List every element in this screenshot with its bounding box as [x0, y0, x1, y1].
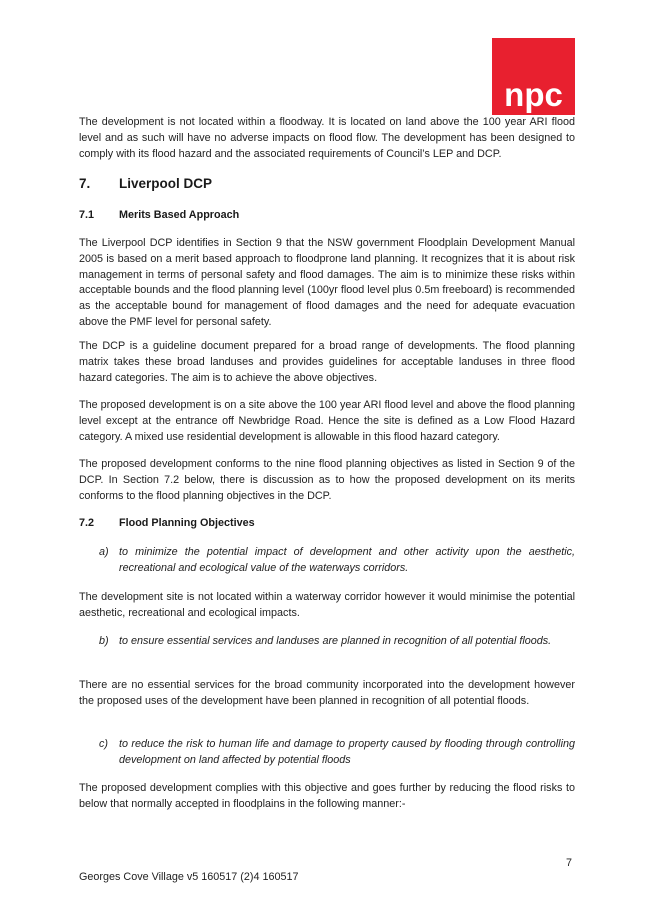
objective-c: [99, 737, 575, 769]
npc-logo: [492, 38, 575, 115]
response-b: [79, 678, 575, 710]
objective-text: to ensure essential services and landuses are planned in recognition of all potential floods.: [119, 635, 552, 647]
section-7-2-title: Flood Planning Objectives: [119, 517, 255, 529]
section-7-heading: [79, 176, 212, 191]
objective-label: c): [99, 738, 108, 750]
section-7-title: Liverpool DCP: [119, 176, 213, 191]
objective-text: to minimize the potential impact of development and other activity upon the aesthetic, recreational and ecological value of the waterways corridors.: [119, 546, 575, 574]
paragraph-text: The Liverpool DCP identifies in Section 9 that the NSW government Floodplain Development Manual 2005 is based on a merit based approach to floodprone land planning. It recognizes that it is about risk management in terms of personal safety and flood damages. The aim is to minimize these risks within acceptable bounds and the flood planning level (100yr flood level plus 0.5m freeboard) is recommended as the acceptable bound for management of flood damages and the need for adequate evacuation above the PMF level for personal safety.: [79, 237, 575, 328]
footer-text: Georges Cove Village v5 160517 (2)4 160517: [79, 871, 299, 883]
paragraph-text: There are no essential services for the broad community incorporated into the development however the proposed uses of the development have been planned in recognition of all potential floods.: [79, 679, 575, 707]
objective-label: b): [99, 635, 109, 647]
logo-text: npc: [504, 76, 563, 113]
section-7-1-title: Merits Based Approach: [119, 209, 240, 221]
section-7-1-paragraph-1: [79, 236, 575, 331]
intro-paragraph: [79, 115, 575, 162]
section-7-number: 7.: [79, 176, 91, 191]
page-number: 7: [566, 857, 573, 869]
response-a: [79, 590, 575, 622]
paragraph-text: The development site is not located within a waterway corridor however it would minimise the potential aesthetic, recreational and ecological impacts.: [79, 591, 575, 619]
section-7-1-paragraph-3: [79, 398, 575, 445]
paragraph-text: The DCP is a guideline document prepared for a broad range of developments. The flood planning matrix takes these broad landuses and provides guidelines for acceptable landuses in three flood hazard categories. The aim is to achieve the above objectives.: [79, 340, 575, 384]
intro-text: The development is not located within a floodway. It is located on land above the 100 year ARI flood level and as such will have no adverse impacts on flood flow. The development has been designed to comply with its flood hazard and the associated requirements of Council’s LEP and DCP.: [79, 116, 575, 160]
paragraph-text: The proposed development is on a site above the 100 year ARI flood level and above the flood planning level except at the entrance off Newbridge Road. Hence the site is defined as a Low Flood Hazard category. A mixed use residential development is allowable in this flood hazard category.: [79, 399, 575, 443]
response-c: [79, 781, 575, 813]
objective-a: [99, 545, 575, 577]
section-7-1-heading: [79, 209, 239, 221]
objective-b: [99, 634, 575, 650]
paragraph-text: The proposed development complies with this objective and goes further by reducing the flood risks to below that normally accepted in floodplains in the following manner:-: [79, 782, 575, 810]
section-7-1-paragraph-4: [79, 457, 575, 504]
section-7-2-number: 7.2: [79, 517, 95, 529]
section-7-1-number: 7.1: [79, 209, 95, 221]
section-7-2-heading: [79, 517, 255, 529]
section-7-1-paragraph-2: [79, 339, 575, 386]
paragraph-text: The proposed development conforms to the nine flood planning objectives as listed in Section 9 of the DCP. In Section 7.2 below, there is discussion as to how the proposed development on its merits conforms to the flood planning objectives in the DCP.: [79, 458, 575, 502]
objective-text: to reduce the risk to human life and damage to property caused by flooding through controlling development on land affected by potential floods: [119, 738, 575, 766]
objective-label: a): [99, 546, 109, 558]
